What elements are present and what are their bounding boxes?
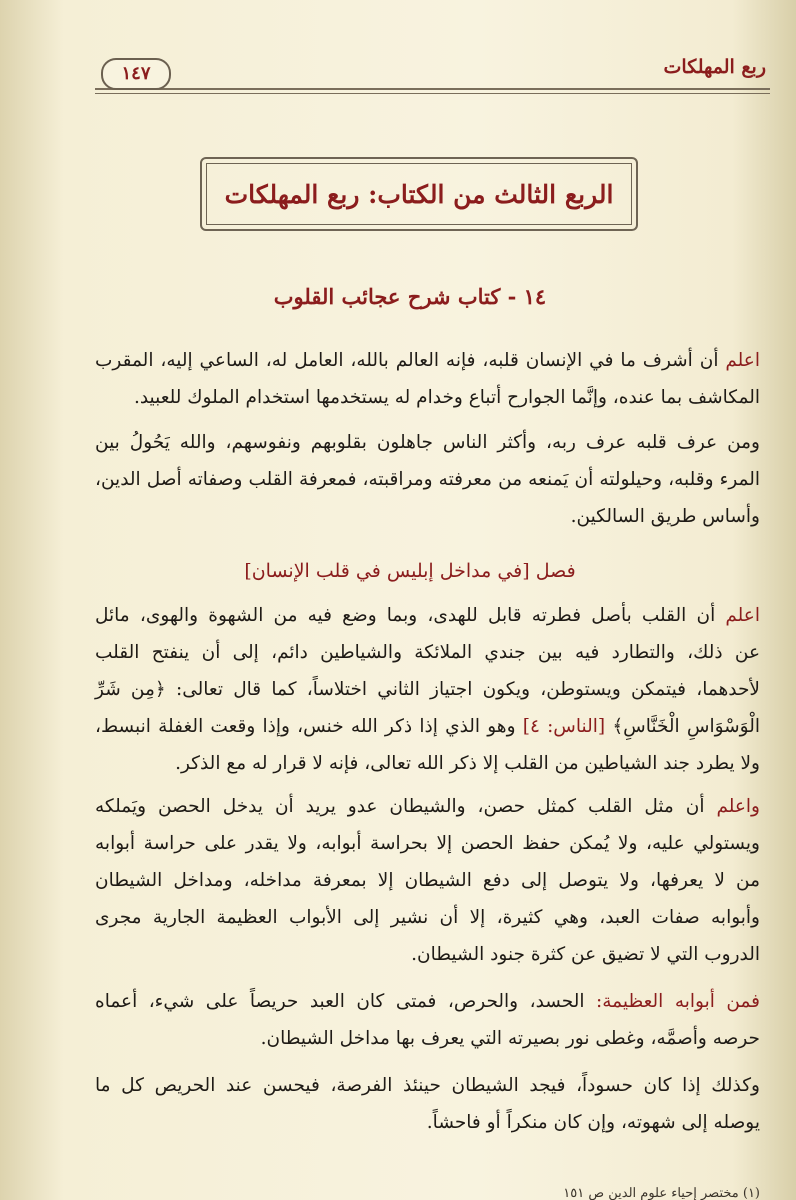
text-line: وهو الذي إذا ذكر الله خنس، وإذا وقعت الغفلة انبسط، <box>95 716 516 737</box>
book-title: ١٤ - كتاب شرح عجائب القلوب <box>273 284 547 309</box>
text-line: حرصه وأصمَّه، وغطى نور بصيرته التي يعرف بها مداخل الشيطان. <box>260 1028 760 1049</box>
section-body <box>95 597 760 1141</box>
lead-word: اعلم <box>725 605 760 626</box>
paragraph-1 <box>95 342 760 416</box>
paragraph-3 <box>95 597 760 782</box>
text-line: أن مثل القلب كمثل حصن، والشيطان عدو يريد أن يدخل الحصن ويَملكه <box>95 796 705 817</box>
text-line: أن أشرف ما في الإنسان قلبه، فإنه العالم بالله، العامل له، الساعي إليه، المقرب <box>95 350 719 371</box>
text-line: الدروب التي لا تضيق عن كثرة جنود الشيطان. <box>411 944 760 965</box>
text-line: الحسد، والحرص، فمتى كان العبد حريصاً على شيء، أعماه <box>95 991 585 1012</box>
running-title: ربع المهلكات <box>663 56 766 78</box>
text-line: عن ذلك، والتطارد فيه بين جندي الملائكة والشياطين دائم، إلى أن ينفتح القلب <box>95 642 760 663</box>
text-line: ولا يطرد جند الشياطين من القلب إلا ذكر الله تعالى، فإنه لا قرار له مع الذكر. <box>175 753 760 774</box>
footnote-cut-off: (١) مختصر إحياء علوم الدين ص ١٥١ <box>563 1186 760 1200</box>
text-line: المرء وقلبه، وحيلولته أن يَمنعه من معرفته ومراقبته، فمعرفة القلب وصفاته أصل الدين، <box>95 469 760 490</box>
text-line: وأبوابه صفات العبد، وهي كثيرة، إلا أن نشير إلى الأبواب العظيمة الجارية مجرى <box>95 907 760 928</box>
text-line: وأساس طريق السالكين. <box>570 506 760 527</box>
text-line: لأحدهما، فيتمكن ويستوطن، ويكون اجتياز الثاني اختلاساً، كما قال تعالى: ﴿مِن شَرِّ <box>95 679 760 700</box>
header-rule <box>95 88 770 94</box>
lead-word: واعلم <box>716 796 760 817</box>
section-heading: فصل [في مداخل إبليس في قلب الإنسان] <box>244 560 576 582</box>
verse-reference: [الناس: ٤] <box>522 716 606 737</box>
text-line: ومن عرف قلبه عرف ربه، وأكثر الناس جاهلون بقلوبهم ونفوسهم، والله يَحُولُ بين <box>95 432 760 453</box>
page-header <box>95 54 770 98</box>
paragraph-2 <box>95 424 760 535</box>
text-line: يوصله إلى شهوته، وإن كان منكراً أو فاحشاً. <box>426 1112 760 1133</box>
lead-word: اعلم <box>725 350 760 371</box>
page-number-badge: ١٤٧ <box>101 58 171 90</box>
text-line: المكاشف بما عنده، وإنَّما الجوارح أتباع وخدام له يستخدمها استخدام الملوك للعبيد. <box>133 387 760 408</box>
lead-phrase: فمن أبوابه العظيمة: <box>596 991 760 1012</box>
paragraph-4 <box>95 788 760 973</box>
quran-verse: الْوَسْوَاسِ الْخَنَّاسِ﴾ <box>612 716 760 737</box>
paragraph-6 <box>95 1067 760 1141</box>
text-line: ويستولي عليه، ولا يُمكن حفظ الحصن إلا بحراسة أبوابه، ولا يقدر على حراسة أبوابه <box>95 833 760 854</box>
intro-paragraphs <box>95 342 760 535</box>
text-line: من لا يعرفها، ولا يتوصل إلى دفع الشيطان إلا بمعرفة مداخله، ومداخل الشيطان <box>95 870 760 891</box>
text-line: أن القلب بأصل فطرته قابل للهدى، وبما وضع فيه من الشهوة والهوى، مائل <box>95 605 716 626</box>
paragraph-5 <box>95 983 760 1057</box>
text-line: وكذلك إذا كان حسوداً، فيجد الشيطان حينئذ الفرصة، فيحسن عند الحريص كل ما <box>95 1075 760 1096</box>
quarter-title-frame <box>200 157 638 231</box>
quarter-title: الربع الثالث من الكتاب: ربع المهلكات <box>206 163 632 225</box>
